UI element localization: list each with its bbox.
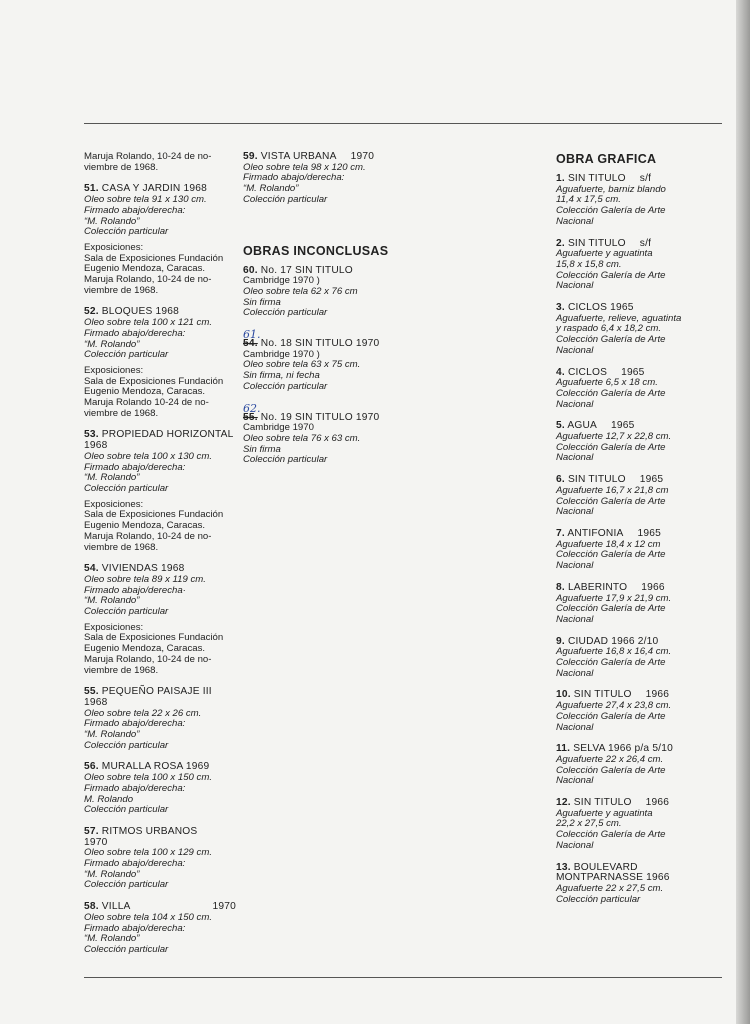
entry-year: 1965 <box>611 420 635 432</box>
entry-number: 5. <box>556 420 565 432</box>
catalog-entry <box>243 266 393 320</box>
entry-year: s/f <box>639 173 652 184</box>
entry-year: 1966 <box>641 581 665 593</box>
entry-detail: Oleo sobre tela 91 x 130 cm. <box>84 194 207 206</box>
entry-detail: Firmado abajo/derecha: <box>84 922 186 934</box>
exhibition-line: viembre de 1968. <box>84 541 159 553</box>
entry-detail: 22,2 x 27,5 cm. <box>556 818 622 830</box>
catalog-column-2 <box>243 152 393 477</box>
catalog-entry <box>556 174 706 228</box>
entry-detail: Colección Galería de Arte <box>556 387 666 399</box>
entry-detail: “M. Rolando” <box>84 472 140 484</box>
entry-detail: Nacional <box>556 721 594 733</box>
entry-title: SIN TITULO <box>567 474 626 486</box>
exhibition-line: Exposiciones: <box>84 621 144 633</box>
entry-detail: Colección particular <box>84 349 169 361</box>
entry-place-date: Cambridge 1970 <box>243 422 314 434</box>
entry-title-continued: MONTPARNASSE 1966 <box>556 872 670 884</box>
exhibition-note <box>84 623 236 677</box>
entry-number: 7. <box>556 527 565 539</box>
entry-detail: “M. Rolando” <box>84 729 140 741</box>
entry-detail: Firmado abajo/derecha: <box>84 858 186 870</box>
entry-detail: Oleo sobre tela 100 x 150 cm. <box>84 772 212 784</box>
entry-detail: Oleo sobre tela 100 x 121 cm. <box>84 317 212 329</box>
entry-detail: Oleo sobre tela 62 x 76 cm <box>243 285 358 297</box>
entry-number: 3. <box>556 302 565 314</box>
catalog-entry <box>556 475 706 518</box>
entry-detail: Colección particular <box>84 804 169 816</box>
entry-title: PEQUEÑO PAISAJE III <box>101 686 212 698</box>
entry-detail: Oleo sobre tela 100 x 130 cm. <box>84 450 212 462</box>
entry-detail: Colección particular <box>84 879 169 891</box>
entry-detail: Aguafuerte 22 x 27,5 cm. <box>556 882 664 894</box>
entry-title: SIN TITULO <box>573 689 632 701</box>
entry-detail: Oleo sobre tela 63 x 75 cm. <box>243 359 361 371</box>
section-heading-obra-grafica: OBRA GRAFICA <box>556 152 657 166</box>
entry-detail: Colección Galería de Arte <box>556 710 666 722</box>
entry-title: BLOQUES 1968 <box>101 306 179 318</box>
section-heading-obras-inconclusas: OBRAS INCONCLUSAS <box>243 243 389 258</box>
entry-title: CICLOS 1965 <box>567 302 634 314</box>
entry-detail: Colección particular <box>243 307 328 319</box>
entry-detail: Oleo sobre tela 89 x 119 cm. <box>84 573 206 585</box>
entry-detail: y raspado 6,4 x 18,2 cm. <box>556 323 662 335</box>
entry-title: VILLA <box>101 901 131 913</box>
entry-detail: Aguafuerte, barniz blando <box>556 183 666 195</box>
catalog-column-1 <box>84 152 236 967</box>
entry-detail: Aguafuerte 27,4 x 23,8 cm. <box>556 700 672 712</box>
entry-detail: Nacional <box>556 839 594 851</box>
entry-detail: Oleo sobre tela 98 x 120 cm. <box>243 161 366 173</box>
entry-detail: 15,8 x 15,8 cm. <box>556 258 622 270</box>
entry-detail: Aguafuerte 12,7 x 22,8 cm. <box>556 431 672 443</box>
entry-number: 10. <box>556 689 571 701</box>
entry-detail: Nacional <box>556 560 594 572</box>
exhibition-line: Exposiciones: <box>84 241 144 253</box>
entry-detail: Nacional <box>556 775 594 787</box>
entry-detail: Aguafuerte 6,5 x 18 cm. <box>556 377 658 389</box>
entry-title-continued: 1968 <box>84 696 108 708</box>
entry-detail: “M. Rolando” <box>243 183 299 195</box>
exhibition-line: Maruja Rolando, 10-24 de no- <box>84 274 212 286</box>
entry-title: VISTA URBANA <box>260 151 337 162</box>
entry-detail: Colección particular <box>243 380 328 392</box>
entry-title: No. 19 SIN TITULO 1970 <box>260 411 380 423</box>
exhibition-line: Sala de Exposiciones Fundación <box>84 375 224 387</box>
entry-title: LABERINTO <box>567 581 628 593</box>
entry-year: 1965 <box>639 474 664 486</box>
entry-detail: Aguafuerte 17,9 x 21,9 cm. <box>556 592 672 604</box>
exhibition-note <box>84 366 236 420</box>
entry-number: 53. <box>84 429 99 441</box>
entry-detail: “M. Rolando” <box>84 933 140 945</box>
entry-detail: Nacional <box>556 506 594 518</box>
exhibition-line: Eugenio Mendoza, Caracas. <box>84 520 206 532</box>
entry-detail: Firmado abajo/derecha· <box>84 584 186 596</box>
entry-title: BOULEVARD <box>573 861 638 873</box>
entry-detail: Oleo sobre tela 76 x 63 cm. <box>243 432 361 444</box>
entry-detail: Colección Galería de Arte <box>556 829 666 841</box>
entry-title: RITMOS URBANOS <box>101 825 198 837</box>
entry-detail: “M. Rolando” <box>84 868 140 880</box>
entry-detail: Colección particular <box>84 606 169 618</box>
entry-number: 4. <box>556 366 565 378</box>
entry-detail: Firmado abajo/derecha: <box>84 204 186 216</box>
entry-title: CASA Y JARDIN 1968 <box>101 183 207 195</box>
catalog-entry <box>556 239 706 293</box>
entry-detail: “M. Rolando” <box>84 215 140 227</box>
catalog-entry <box>84 184 236 296</box>
entry-detail: Oleo sobre tela 104 x 150 cm. <box>84 911 212 923</box>
entry-detail: Oleo sobre tela 100 x 129 cm. <box>84 847 212 859</box>
entry-detail: Colección Galería de Arte <box>556 334 666 346</box>
exhibition-line: Exposiciones: <box>84 364 144 376</box>
exhibition-line: Eugenio Mendoza, Caracas. <box>84 643 206 655</box>
entry-year: s/f <box>639 237 652 249</box>
entry-detail: M. Rolando <box>84 793 134 805</box>
catalog-entry <box>243 401 393 467</box>
entry-title: SELVA 1966 p/a 5/10 <box>573 743 673 755</box>
entry-number: 54. <box>243 338 258 350</box>
exhibition-line: Sala de Exposiciones Fundación <box>84 509 224 521</box>
entry-detail: Sin firma <box>243 296 281 308</box>
entry-number: 57. <box>84 825 99 837</box>
entry-detail: Nacional <box>556 452 594 464</box>
exhibition-line: Eugenio Mendoza, Caracas. <box>84 386 206 398</box>
entry-detail: Aguafuerte y aguatinta <box>556 807 653 819</box>
entry-number: 12. <box>556 797 571 809</box>
entry-title: SIN TITULO <box>567 237 626 249</box>
entry-number: 52. <box>84 306 99 318</box>
entry-number: 8. <box>556 581 565 593</box>
entry-detail: Aguafuerte 22 x 26,4 cm. <box>556 753 664 765</box>
entry-year: 1965 <box>621 366 645 378</box>
entry-detail: Nacional <box>556 613 594 625</box>
entry-detail: Oleo sobre tela 22 x 26 cm. <box>84 707 202 719</box>
entry-detail: Colección Galería de Arte <box>556 441 666 453</box>
exhibition-line: Maruja Rolando, 10-24 de no- <box>84 653 212 665</box>
entry-detail: Colección particular <box>556 893 641 905</box>
catalog-entry <box>556 863 706 906</box>
catalog-entry <box>84 762 236 816</box>
entry-detail: Aguafuerte y aguatinta <box>556 248 653 260</box>
entry-title: ANTIFONIA <box>567 527 624 539</box>
entry-detail: Colección particular <box>243 193 328 205</box>
entry-title: No. 18 SIN TITULO 1970 <box>260 338 380 350</box>
handwritten-number: 62. <box>243 401 261 415</box>
entry-detail: Nacional <box>556 215 594 227</box>
catalog-entry <box>84 307 236 419</box>
entry-detail: Colección particular <box>243 454 328 466</box>
catalog-entry <box>556 583 706 626</box>
entry-detail: 11,4 x 17,5 cm. <box>556 194 621 206</box>
entry-detail: Colección Galería de Arte <box>556 603 666 615</box>
entry-detail: Colección Galería de Arte <box>556 764 666 776</box>
entry-detail: Firmado abajo/derecha: <box>84 327 186 339</box>
exhibition-line: viembre de 1968. <box>84 407 159 419</box>
catalog-entry <box>556 529 706 572</box>
entry-detail: Aguafuerte 16,8 x 16,4 cm. <box>556 646 672 658</box>
catalog-entry <box>556 637 706 680</box>
catalog-entry <box>556 744 706 787</box>
entry-detail: Firmado abajo/derecha: <box>84 718 186 730</box>
catalog-entry <box>556 690 706 733</box>
entry-detail: Colección Galería de Arte <box>556 269 666 281</box>
entry-year: 1970 <box>350 151 375 162</box>
top-rule <box>84 123 722 124</box>
exhibition-line: Maruja Rolando, 10-24 de no- <box>84 530 212 542</box>
entry-detail: Colección Galería de Arte <box>556 495 666 507</box>
entry-title-continued: 1970 <box>84 836 108 848</box>
exhibition-line: Sala de Exposiciones Fundación <box>84 632 224 644</box>
entry-place-date: Cambridge 1970 ) <box>243 275 320 287</box>
entry-detail: Firmado abajo/derecha: <box>84 461 186 473</box>
exhibition-line: Maruja Rolando, 10-24 de no- <box>84 151 212 162</box>
entry-detail: Nacional <box>556 398 594 410</box>
entry-detail: Colección particular <box>84 226 169 238</box>
entry-number: 59. <box>243 151 258 162</box>
catalog-entry <box>556 798 706 852</box>
entry-title: SIN TITULO <box>567 173 626 184</box>
catalog-entry <box>556 368 706 411</box>
entry-detail: Colección particular <box>84 739 169 751</box>
entry-title: CIUDAD 1966 2/10 <box>567 635 659 647</box>
entry-year: 1966 <box>645 689 670 701</box>
exhibition-line: viembre de 1968. <box>84 284 159 296</box>
entry-number: 2. <box>556 237 565 249</box>
exhibition-line: Eugenio Mendoza, Caracas. <box>84 263 206 275</box>
entry-title: MURALLA ROSA 1969 <box>101 761 210 773</box>
entry-place-date: Cambridge 1970 ) <box>243 348 320 360</box>
entry-number: 55. <box>84 686 99 698</box>
entry-detail: Colección Galería de Arte <box>556 657 666 669</box>
entry-detail: “M. Rolando” <box>84 338 140 350</box>
exhibition-line: viembre de 1968. <box>84 161 159 173</box>
entry-detail: Nacional <box>556 280 594 292</box>
exhibition-line: viembre de 1968. <box>84 664 159 676</box>
entry-number: 6. <box>556 474 565 486</box>
catalog-entry <box>556 303 706 357</box>
entry-number: 54. <box>84 563 99 575</box>
page-edge-shadow <box>736 0 750 1024</box>
exhibition-line: Exposiciones: <box>84 498 144 510</box>
bottom-rule <box>84 977 722 978</box>
entry-number: 58. <box>84 901 99 913</box>
catalog-entry <box>243 152 393 206</box>
entry-title: SIN TITULO <box>573 797 632 809</box>
entry-detail: Aguafuerte, relieve, aguatinta <box>556 312 682 324</box>
continued-exhibition-note <box>84 152 236 173</box>
exhibition-note <box>84 243 236 297</box>
entry-detail: Nacional <box>556 344 594 356</box>
entry-title: No. 17 SIN TITULO <box>260 264 353 276</box>
exhibition-note <box>84 500 236 554</box>
entry-detail: Colección Galería de Arte <box>556 549 666 561</box>
entry-title: PROPIEDAD HORIZONTAL <box>101 429 234 441</box>
catalog-entry <box>84 827 236 891</box>
entry-detail: Colección particular <box>84 944 169 955</box>
entry-number: 13. <box>556 861 571 873</box>
catalog-entry <box>84 430 236 553</box>
entry-detail: Colección particular <box>84 482 169 494</box>
entry-title: CICLOS <box>567 366 608 378</box>
catalog-entry <box>84 564 236 676</box>
entry-title-continued: 1968 <box>84 440 108 452</box>
entry-year: 1965 <box>637 527 661 539</box>
entry-year: 1966 <box>645 797 670 809</box>
entry-detail: Nacional <box>556 667 594 679</box>
entry-detail: Firmado abajo/derecha: <box>84 782 186 794</box>
exhibition-line: Sala de Exposiciones Fundación <box>84 252 224 264</box>
catalog-entry <box>243 330 393 393</box>
catalog-column-3 <box>556 152 706 916</box>
entry-number: 11. <box>556 743 571 755</box>
entry-year: 1970 <box>212 901 236 913</box>
entry-title-line <box>556 583 706 594</box>
catalog-entry <box>556 421 706 464</box>
entry-title: AGUA <box>567 420 598 432</box>
handwritten-number: 61. <box>243 328 261 342</box>
entry-detail: Colección Galería de Arte <box>556 205 666 217</box>
entry-detail: Aguafuerte 18,4 x 12 cm <box>556 538 661 550</box>
exhibition-line: Maruja Rolando 10-24 de no- <box>84 397 209 409</box>
entry-detail: Aguafuerte 16,7 x 21,8 cm <box>556 484 669 496</box>
catalog-entry <box>84 902 236 956</box>
entry-detail: Sin firma <box>243 443 281 455</box>
entry-title: VIVIENDAS 1968 <box>101 563 185 575</box>
entry-detail: “M. Rolando” <box>84 595 140 607</box>
entry-number: 60. <box>243 264 258 276</box>
entry-number: 51. <box>84 183 99 195</box>
entry-detail: Firmado abajo/derecha: <box>243 172 345 184</box>
catalog-entry <box>84 687 236 751</box>
entry-detail: Sin firma, ni fecha <box>243 370 320 382</box>
entry-number: 55. <box>243 411 258 423</box>
entry-number: 56. <box>84 761 99 773</box>
entry-number: 1. <box>556 173 565 184</box>
entry-number: 9. <box>556 635 565 647</box>
